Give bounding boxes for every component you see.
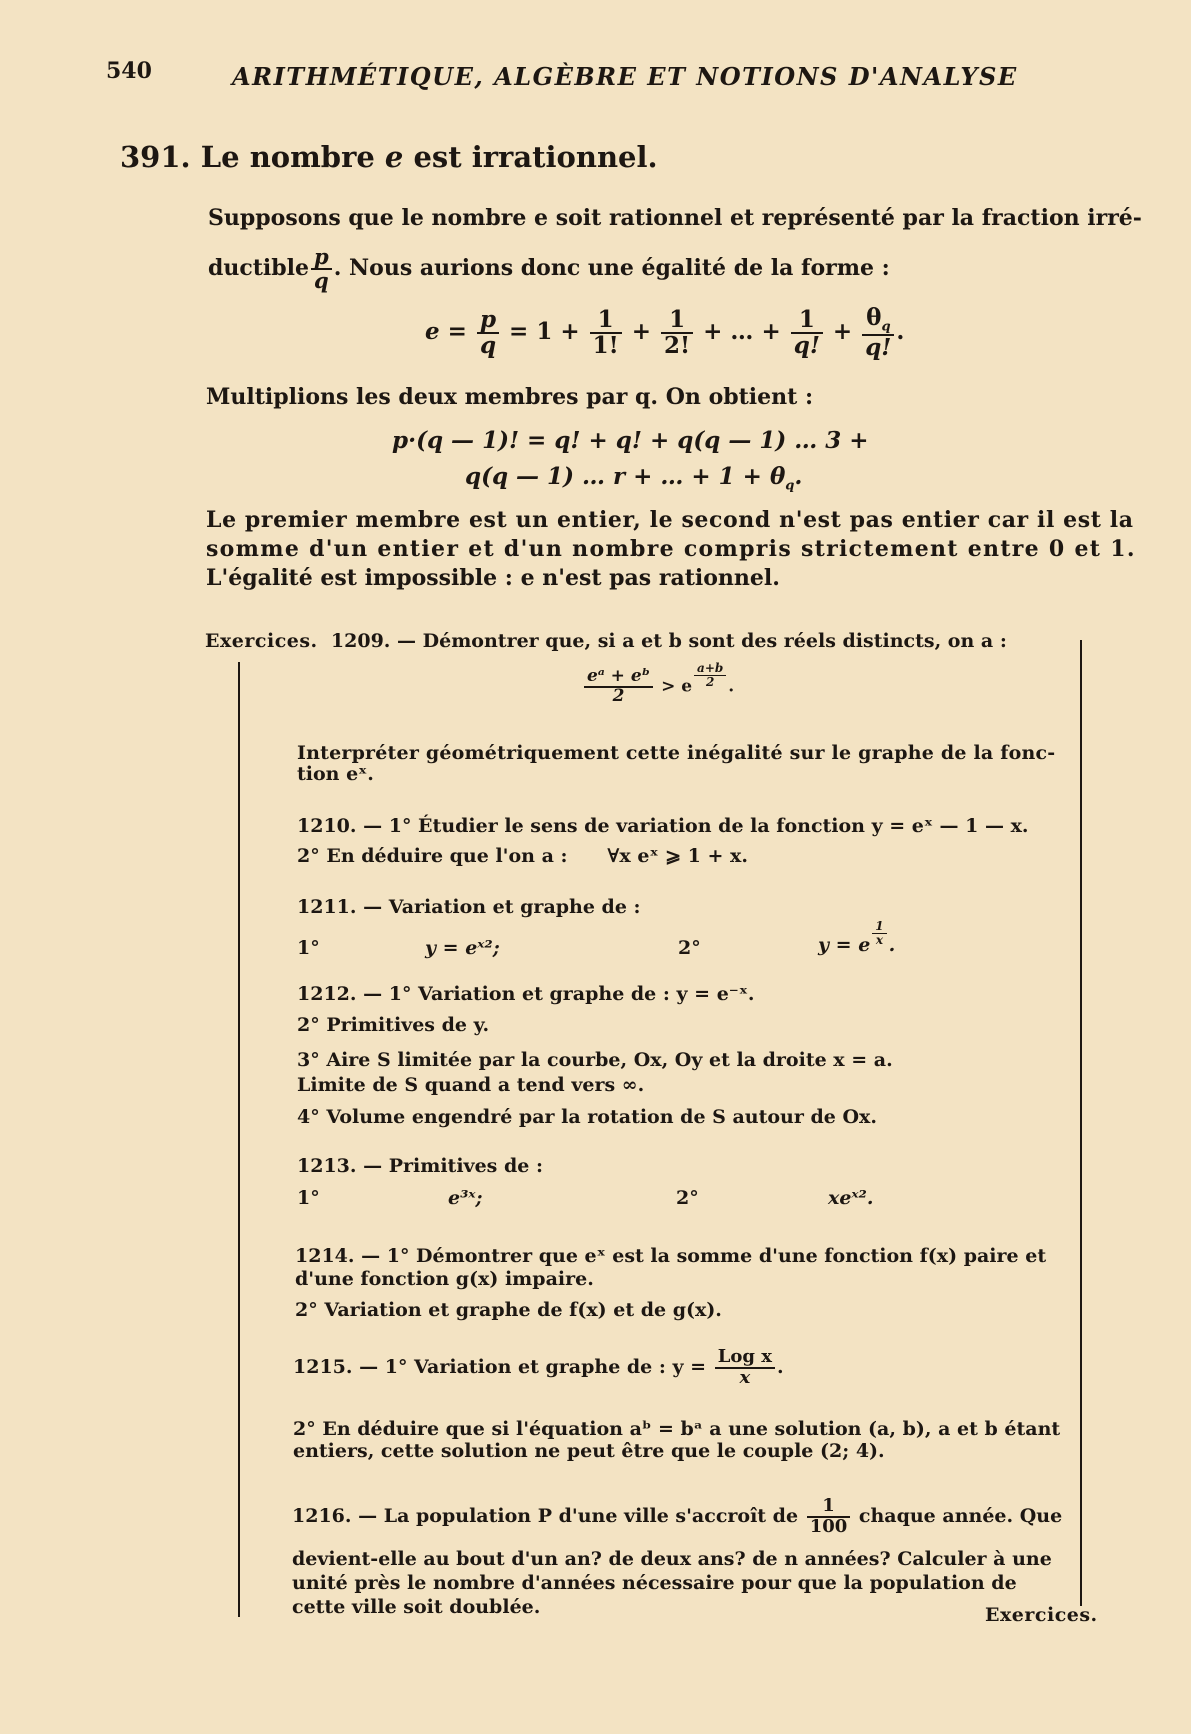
proof-line-2 — [208, 246, 890, 292]
exercise-1211-line-1: 1211. — Variation et graphe de : — [297, 896, 641, 918]
exercise-1213-formula-1: e³ˣ; — [448, 1187, 483, 1209]
proof-line-2b: . Nous aurions donc une égalité de la forme : — [333, 255, 890, 282]
exercise-1215-line-3: entiers, cette solution ne peut être que le couple (2; 4). — [293, 1440, 885, 1462]
exercise-1212-line-5: 4° Volume engendré par la rotation de S autour de Ox. — [297, 1106, 877, 1128]
section-title-b: est irrationnel. — [413, 140, 658, 174]
proof-line-5: somme d'un entier et d'un nombre compris strictement entre 0 et 1. — [206, 536, 1136, 562]
exercise-1213-formula-2: xeˣ². — [828, 1187, 874, 1209]
section-title — [120, 140, 658, 174]
exercise-1213-item-2: 2° — [676, 1187, 699, 1209]
proof-line-1: Supposons que le nombre e soit rationnel et représenté par la fraction irré- — [208, 205, 1142, 231]
exercise-1212-line-1: 1212. — 1° Variation et graphe de : y = e⁻ˣ. — [297, 983, 755, 1005]
exercise-1213-line-1: 1213. — Primitives de : — [297, 1155, 543, 1177]
exercise-1212-line-2: 2° Primitives de y. — [297, 1014, 490, 1036]
exercise-1210-line-1: 1210. — 1° Étudier le sens de variation de la fonction y = eˣ — 1 — x. — [297, 815, 1029, 837]
exercise-1214-line-3: 2° Variation et graphe de f(x) et de g(x). — [295, 1299, 722, 1321]
proof-line-2a: ductible — [208, 255, 310, 282]
exercise-1209-formula: $\frac{\text{eᵃ + eᵇ}}{2}$ > e $\frac{a+b}{2}$ . — [582, 668, 734, 706]
exercise-right-rule — [1080, 640, 1082, 1606]
proof-line-3: Multiplions les deux membres par q. On obtient : — [206, 384, 814, 410]
running-head: ARITHMÉTIQUE, ALGÈBRE ET NOTIONS D'ANALYSE — [232, 62, 1018, 91]
exercise-1211-item-2: 2° — [678, 937, 701, 959]
exercise-1215-line-2: 2° En déduire que si l'équation aᵇ = bᵃ a une solution (a, b), a et b étant — [293, 1418, 1061, 1440]
exercise-1212-line-3: 3° Aire S limitée par la courbe, Ox, Oy et la droite x = a. — [297, 1049, 893, 1071]
exercise-1216-line-4: cette ville soit doublée. — [292, 1596, 541, 1618]
exercise-1212-line-4: Limite de S quand a tend vers ∞. — [297, 1074, 645, 1096]
exercise-1209-line-3: tion eˣ. — [297, 763, 374, 785]
section-title-a: Le nombre — [200, 140, 375, 174]
fraction-p-q: $\frac{p}{q}$ — [311, 246, 332, 292]
exercise-1210-line-2: 2° En déduire que l'on a : ∀x eˣ ⩾ 1 + x. — [297, 845, 748, 867]
footer-exercises: Exercices. — [985, 1604, 1098, 1626]
exercise-left-rule — [238, 662, 240, 1617]
exercise-1211-formula-2: y = e $\frac{1}{x}$ . — [818, 919, 896, 956]
exercise-1216-line-3: unité près le nombre d'années nécessaire pour que la population de — [292, 1572, 1017, 1594]
section-number: 391. — [120, 140, 191, 174]
exercise-1211-formula-1: y = eˣ²; — [425, 937, 500, 959]
exercise-1214-line-2: d'une fonction g(x) impaire. — [295, 1268, 594, 1290]
equation-2a: p·(q — 1)! = q! + q! + q(q — 1) … 3 + — [392, 427, 869, 454]
exercise-1211-item-1: 1° — [297, 937, 320, 959]
exercise-1209-line: Exercices. 1209. — Démontrer que, si a et b sont des réels distincts, on a : — [205, 630, 1007, 652]
exercise-1209-line-2: Interpréter géométriquement cette inégalité sur le graphe de la fonc- — [297, 742, 1056, 764]
equation-1: e = $\frac{p}{q}$ = 1 + $\frac{1}{1!}$ + $\frac{1}{2!}$ + … + $\frac{1}{q!}$ + $\frac{\theta_q}{q!}$ . — [425, 304, 905, 362]
exercise-1213-item-1: 1° — [297, 1187, 320, 1209]
page-number: 540 — [106, 58, 152, 84]
exercises-label: Exercices. — [205, 630, 318, 652]
equation-2b: q(q — 1) … r + … + $1 + \theta_q$. — [465, 463, 803, 494]
proof-line-6: L'égalité est impossible : e n'est pas rationnel. — [206, 565, 780, 591]
exercise-1214-line-1: 1214. — 1° Démontrer que eˣ est la somme d'une fonction f(x) paire et — [295, 1245, 1047, 1267]
exercise-1216-line-1: 1216. — La population P d'une ville s'accroît de $\frac{1}{100}$ chaque année. Que — [292, 1495, 1063, 1537]
exercise-1215-line-1: 1215. — 1° Variation et graphe de : y = $\frac{\text{Log x}}{x}$ . — [293, 1346, 784, 1388]
proof-line-4: Le premier membre est un entier, le second n'est pas entier car il est la — [206, 507, 1134, 533]
section-title-e: e — [384, 140, 404, 174]
exercise-1216-line-2: devient-elle au bout d'un an? de deux ans? de n années? Calculer à une — [292, 1548, 1052, 1570]
